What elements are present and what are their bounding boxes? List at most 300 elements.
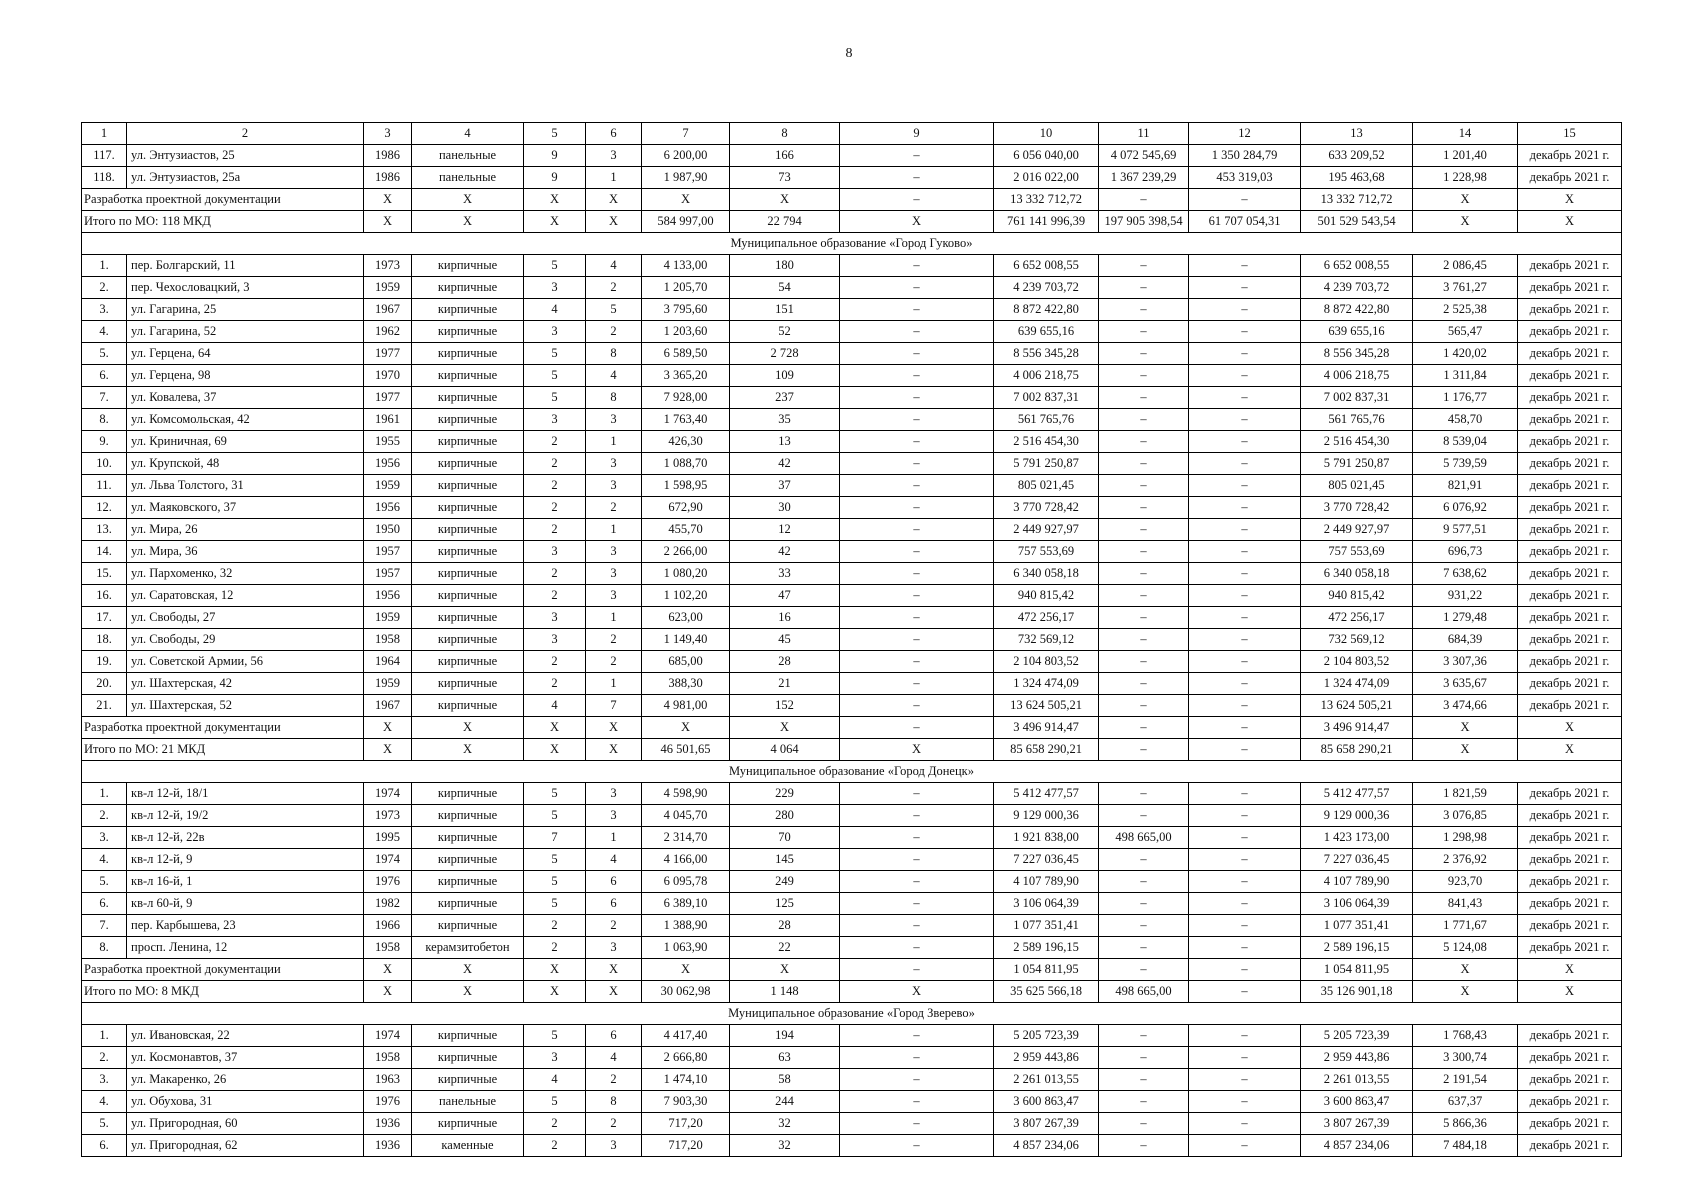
table-cell: кирпичные — [412, 409, 524, 431]
table-cell: 1967 — [364, 695, 412, 717]
table-cell: 6 076,92 — [1413, 497, 1518, 519]
summary-cell: X — [364, 981, 412, 1003]
table-cell: 1956 — [364, 497, 412, 519]
table-cell: 1936 — [364, 1135, 412, 1157]
table-cell: 2 — [524, 915, 586, 937]
table-cell: декабрь 2021 г. — [1518, 673, 1622, 695]
table-cell: 623,00 — [642, 607, 730, 629]
table-cell: 805 021,45 — [1301, 475, 1413, 497]
table-cell: 1 768,43 — [1413, 1025, 1518, 1047]
table-cell: 3 — [586, 1135, 642, 1157]
table-cell: 3 — [586, 409, 642, 431]
summary-label: Итого по МО: 118 МКД — [82, 211, 364, 233]
page-number: 8 — [845, 46, 853, 61]
table-cell: 11. — [82, 475, 127, 497]
summary-cell: 3 496 914,47 — [994, 717, 1099, 739]
table-cell: – — [840, 915, 994, 937]
table-row — [82, 871, 1622, 893]
table-cell: 5 866,36 — [1413, 1113, 1518, 1135]
table-cell: 472 256,17 — [994, 607, 1099, 629]
table-cell: 1 — [586, 673, 642, 695]
table-cell: 1976 — [364, 871, 412, 893]
table-cell: – — [1099, 629, 1189, 651]
table-cell: – — [1189, 563, 1301, 585]
column-number-header: 1 — [82, 123, 127, 145]
summary-cell: X — [642, 959, 730, 981]
table-cell: – — [1099, 255, 1189, 277]
table-cell: декабрь 2021 г. — [1518, 497, 1622, 519]
table-cell: 637,37 — [1413, 1091, 1518, 1113]
summary-cell: X — [586, 981, 642, 1003]
table-cell: 37 — [730, 475, 840, 497]
table-cell: 3 — [586, 145, 642, 167]
table-cell: 7 002 837,31 — [994, 387, 1099, 409]
table-cell: 1959 — [364, 673, 412, 695]
table-cell: 1959 — [364, 475, 412, 497]
table-cell: 3 — [586, 541, 642, 563]
table-cell: – — [840, 431, 994, 453]
table-cell: 3 — [524, 321, 586, 343]
table-cell: 1967 — [364, 299, 412, 321]
summary-label: Разработка проектной документации — [82, 959, 364, 981]
table-cell: – — [1189, 519, 1301, 541]
table-cell: – — [840, 453, 994, 475]
table-cell: 633 209,52 — [1301, 145, 1413, 167]
table-cell: 7 002 837,31 — [1301, 387, 1413, 409]
table-cell: 280 — [730, 805, 840, 827]
table-cell: кирпичные — [412, 563, 524, 585]
table-cell: кирпичные — [412, 849, 524, 871]
table-cell: 1 298,98 — [1413, 827, 1518, 849]
table-cell: 3 795,60 — [642, 299, 730, 321]
table-cell: 1 — [586, 607, 642, 629]
address-cell: просп. Ленина, 12 — [127, 937, 364, 959]
summary-cell: X — [840, 981, 994, 1003]
table-cell: – — [1099, 1091, 1189, 1113]
table-cell: 6 200,00 — [642, 145, 730, 167]
table-cell: – — [1189, 277, 1301, 299]
table-cell: – — [840, 321, 994, 343]
table-row — [82, 1135, 1622, 1157]
column-number-header: 2 — [127, 123, 364, 145]
table-cell: декабрь 2021 г. — [1518, 431, 1622, 453]
table-cell: 10. — [82, 453, 127, 475]
table-row — [82, 937, 1622, 959]
table-cell: 4. — [82, 321, 127, 343]
section-header-row — [82, 1003, 1622, 1025]
table-cell: 1 921 838,00 — [994, 827, 1099, 849]
table-cell: 5 205 723,39 — [994, 1025, 1099, 1047]
table-cell: 732 569,12 — [994, 629, 1099, 651]
table-cell: 2 — [524, 1113, 586, 1135]
table-cell: 4 — [586, 365, 642, 387]
table-cell: – — [1189, 365, 1301, 387]
address-cell: ул. Гагарина, 25 — [127, 299, 364, 321]
table-cell: 757 553,69 — [994, 541, 1099, 563]
table-cell: – — [1189, 1135, 1301, 1157]
table-cell: 3 807 267,39 — [1301, 1113, 1413, 1135]
table-cell: – — [840, 255, 994, 277]
table-cell: 3 300,74 — [1413, 1047, 1518, 1069]
table-cell: кирпичные — [412, 783, 524, 805]
address-cell: ул. Энтузиастов, 25 — [127, 145, 364, 167]
summary-cell: – — [1189, 189, 1301, 211]
table-cell: 2 — [586, 629, 642, 651]
table-cell: 2 — [524, 519, 586, 541]
table-cell: 1 474,10 — [642, 1069, 730, 1091]
table-cell: – — [840, 893, 994, 915]
address-cell: ул. Пригородная, 60 — [127, 1113, 364, 1135]
table-cell: кирпичные — [412, 629, 524, 651]
table-cell: 1 176,77 — [1413, 387, 1518, 409]
table-cell: 16. — [82, 585, 127, 607]
table-cell: – — [1189, 343, 1301, 365]
table-cell: кирпичные — [412, 871, 524, 893]
table-cell: 13 624 505,21 — [994, 695, 1099, 717]
table-cell: 42 — [730, 453, 840, 475]
summary-cell: 498 665,00 — [1099, 981, 1189, 1003]
summary-cell: X — [524, 981, 586, 1003]
table-cell: 7 638,62 — [1413, 563, 1518, 585]
table-cell: 5 — [524, 343, 586, 365]
table-cell: 32 — [730, 1113, 840, 1135]
column-number-header: 13 — [1301, 123, 1413, 145]
table-cell: 8 556 345,28 — [994, 343, 1099, 365]
table-cell: 6 340 058,18 — [994, 563, 1099, 585]
summary-cell: 1 054 811,95 — [1301, 959, 1413, 981]
summary-cell: X — [412, 189, 524, 211]
section-title: Муниципальное образование «Город Зверево» — [82, 1003, 1622, 1025]
table-cell: – — [1099, 431, 1189, 453]
table-cell: 6 589,50 — [642, 343, 730, 365]
table-row — [82, 145, 1622, 167]
table-cell: 4 — [524, 695, 586, 717]
address-cell: кв-л 16-й, 1 — [127, 871, 364, 893]
table-cell: 3 — [524, 607, 586, 629]
table-cell: – — [1189, 1069, 1301, 1091]
table-cell: – — [1099, 299, 1189, 321]
table-cell: – — [1189, 255, 1301, 277]
table-cell: 4 133,00 — [642, 255, 730, 277]
table-cell: – — [840, 1113, 994, 1135]
table-cell: 5 — [524, 1091, 586, 1113]
summary-cell: 85 658 290,21 — [1301, 739, 1413, 761]
table-cell: 717,20 — [642, 1113, 730, 1135]
table-cell: 30 — [730, 497, 840, 519]
table-cell: – — [840, 673, 994, 695]
table-cell: – — [840, 695, 994, 717]
table-row — [82, 607, 1622, 629]
table-cell: – — [1189, 805, 1301, 827]
table-cell: 805 021,45 — [994, 475, 1099, 497]
table-cell: – — [1099, 343, 1189, 365]
table-cell: 2 666,80 — [642, 1047, 730, 1069]
address-cell: пер. Чехословацкий, 3 — [127, 277, 364, 299]
table-cell: – — [1189, 299, 1301, 321]
table-cell: кирпичные — [412, 321, 524, 343]
table-cell: 6. — [82, 365, 127, 387]
table-cell: 3 — [586, 805, 642, 827]
table-cell: 1 763,40 — [642, 409, 730, 431]
table-cell: 4 — [586, 849, 642, 871]
table-cell: – — [1099, 541, 1189, 563]
table-cell: 9 129 000,36 — [994, 805, 1099, 827]
table-cell: – — [840, 541, 994, 563]
table-cell: – — [840, 871, 994, 893]
table-cell: 63 — [730, 1047, 840, 1069]
table-cell: 52 — [730, 321, 840, 343]
table-cell: 4 072 545,69 — [1099, 145, 1189, 167]
table-cell: 2 449 927,97 — [1301, 519, 1413, 541]
table-cell: – — [1189, 849, 1301, 871]
table-cell: 1957 — [364, 541, 412, 563]
table-cell: декабрь 2021 г. — [1518, 343, 1622, 365]
table-cell: 2 589 196,15 — [994, 937, 1099, 959]
table-cell: декабрь 2021 г. — [1518, 409, 1622, 431]
table-cell: 1 — [586, 167, 642, 189]
summary-cell: X — [1518, 211, 1622, 233]
table-cell: – — [1189, 915, 1301, 937]
summary-cell: – — [840, 189, 994, 211]
table-cell: 3 600 863,47 — [1301, 1091, 1413, 1113]
address-cell: ул. Энтузиастов, 25а — [127, 167, 364, 189]
table-row — [82, 519, 1622, 541]
table-cell: 22 — [730, 937, 840, 959]
table-cell: – — [840, 387, 994, 409]
table-cell: кирпичные — [412, 431, 524, 453]
table-cell: 1962 — [364, 321, 412, 343]
table-cell: 3. — [82, 827, 127, 849]
summary-cell: 584 997,00 — [642, 211, 730, 233]
table-cell: 732 569,12 — [1301, 629, 1413, 651]
table-cell: 2 — [524, 563, 586, 585]
address-cell: ул. Обухова, 31 — [127, 1091, 364, 1113]
table-cell: декабрь 2021 г. — [1518, 695, 1622, 717]
address-cell: ул. Гагарина, 52 — [127, 321, 364, 343]
table-cell: декабрь 2021 г. — [1518, 607, 1622, 629]
table-cell: 16 — [730, 607, 840, 629]
table-cell: декабрь 2021 г. — [1518, 805, 1622, 827]
table-cell: – — [1189, 1025, 1301, 1047]
summary-cell: X — [730, 189, 840, 211]
column-number-header: 10 — [994, 123, 1099, 145]
table-cell: – — [840, 409, 994, 431]
table-cell: – — [840, 145, 994, 167]
table-cell: 2 959 443,86 — [994, 1047, 1099, 1069]
table-cell: 13. — [82, 519, 127, 541]
table-cell: 1 203,60 — [642, 321, 730, 343]
table-cell: – — [840, 651, 994, 673]
table-cell: 2 261 013,55 — [1301, 1069, 1413, 1091]
table-cell: – — [1099, 409, 1189, 431]
address-cell: ул. Шахтерская, 52 — [127, 695, 364, 717]
table-cell: 4 166,00 — [642, 849, 730, 871]
table-cell: 8 556 345,28 — [1301, 343, 1413, 365]
address-cell: ул. Криничная, 69 — [127, 431, 364, 453]
table-cell: 1970 — [364, 365, 412, 387]
address-cell: ул. Пархоменко, 32 — [127, 563, 364, 585]
table-cell: кирпичные — [412, 387, 524, 409]
table-cell: 3 — [586, 563, 642, 585]
address-cell: кв-л 12-й, 19/2 — [127, 805, 364, 827]
table-row — [82, 541, 1622, 563]
table-cell: 70 — [730, 827, 840, 849]
summary-cell: X — [586, 717, 642, 739]
table-cell: 229 — [730, 783, 840, 805]
table-cell: – — [1189, 431, 1301, 453]
table-cell: 2 — [524, 1135, 586, 1157]
table-cell: 28 — [730, 651, 840, 673]
table-row — [82, 431, 1622, 453]
table-cell: – — [840, 365, 994, 387]
table-cell: 2 376,92 — [1413, 849, 1518, 871]
summary-cell: X — [524, 739, 586, 761]
table-cell: 639 655,16 — [1301, 321, 1413, 343]
table-cell: 2 449 927,97 — [994, 519, 1099, 541]
summary-cell: X — [524, 211, 586, 233]
table-cell: 2 — [586, 915, 642, 937]
table-cell: 2 — [524, 937, 586, 959]
table-cell: 7. — [82, 915, 127, 937]
table-cell: 5 791 250,87 — [994, 453, 1099, 475]
table-cell: – — [1189, 629, 1301, 651]
table-cell: – — [1189, 893, 1301, 915]
table-cell: 5 — [586, 299, 642, 321]
table-cell: 166 — [730, 145, 840, 167]
table-cell: – — [1189, 409, 1301, 431]
summary-cell: 197 905 398,54 — [1099, 211, 1189, 233]
table-cell: 3 761,27 — [1413, 277, 1518, 299]
table-cell: кирпичные — [412, 475, 524, 497]
table-cell: 9 577,51 — [1413, 519, 1518, 541]
table-cell: 6 340 058,18 — [1301, 563, 1413, 585]
table-cell: керамзитобетон — [412, 937, 524, 959]
table-cell: 1958 — [364, 1047, 412, 1069]
table-cell: – — [840, 1047, 994, 1069]
table-cell: 1 324 474,09 — [1301, 673, 1413, 695]
summary-cell: 13 332 712,72 — [994, 189, 1099, 211]
table-cell: 54 — [730, 277, 840, 299]
table-cell: 32 — [730, 1135, 840, 1157]
table-cell: 47 — [730, 585, 840, 607]
table-cell: 2 104 803,52 — [994, 651, 1099, 673]
table-cell: 1956 — [364, 585, 412, 607]
table-cell: панельные — [412, 1091, 524, 1113]
table-cell: 195 463,68 — [1301, 167, 1413, 189]
table-cell: 1964 — [364, 651, 412, 673]
address-cell: ул. Маяковского, 37 — [127, 497, 364, 519]
table-cell: 458,70 — [1413, 409, 1518, 431]
table-cell: 2 191,54 — [1413, 1069, 1518, 1091]
column-number-header: 5 — [524, 123, 586, 145]
table-cell: 9 129 000,36 — [1301, 805, 1413, 827]
table-cell: декабрь 2021 г. — [1518, 387, 1622, 409]
summary-cell: X — [1413, 211, 1518, 233]
table-cell: 6 652 008,55 — [1301, 255, 1413, 277]
table-cell: 3 — [524, 277, 586, 299]
table-row — [82, 1025, 1622, 1047]
table-cell: – — [840, 475, 994, 497]
table-cell: 6 — [586, 1025, 642, 1047]
table-cell: 3 600 863,47 — [994, 1091, 1099, 1113]
table-cell: 1 — [586, 519, 642, 541]
table-cell: – — [840, 343, 994, 365]
table-cell: – — [1189, 695, 1301, 717]
table-cell: 5 — [524, 893, 586, 915]
table-cell: 2 266,00 — [642, 541, 730, 563]
table-row — [82, 255, 1622, 277]
table-cell: 1 279,48 — [1413, 607, 1518, 629]
table-cell: 2 — [586, 277, 642, 299]
table-cell: 12 — [730, 519, 840, 541]
table-cell: – — [1099, 1025, 1189, 1047]
table-cell: 1966 — [364, 915, 412, 937]
table-cell: 8 — [586, 343, 642, 365]
table-cell: декабрь 2021 г. — [1518, 541, 1622, 563]
table-cell: 931,22 — [1413, 585, 1518, 607]
table-cell: 21 — [730, 673, 840, 695]
column-number-header: 15 — [1518, 123, 1622, 145]
table-cell: 58 — [730, 1069, 840, 1091]
table-cell: 1974 — [364, 1025, 412, 1047]
table-row — [82, 849, 1622, 871]
table-cell: 3 076,85 — [1413, 805, 1518, 827]
table-cell: 1973 — [364, 805, 412, 827]
table-cell: – — [1099, 519, 1189, 541]
table-cell: 3 — [586, 937, 642, 959]
table-cell: декабрь 2021 г. — [1518, 277, 1622, 299]
table-cell: 3 635,67 — [1413, 673, 1518, 695]
summary-cell: X — [1413, 739, 1518, 761]
table-cell: – — [1099, 1135, 1189, 1157]
table-cell: 2 — [586, 1069, 642, 1091]
table-cell: 8 872 422,80 — [994, 299, 1099, 321]
summary-cell: – — [1189, 717, 1301, 739]
table-cell: кирпичные — [412, 1047, 524, 1069]
table-cell: 4 239 703,72 — [994, 277, 1099, 299]
summary-cell: 46 501,65 — [642, 739, 730, 761]
table-cell: 1961 — [364, 409, 412, 431]
summary-cell: – — [1099, 959, 1189, 981]
table-cell: декабрь 2021 г. — [1518, 1135, 1622, 1157]
table-cell: декабрь 2021 г. — [1518, 893, 1622, 915]
table-cell: 696,73 — [1413, 541, 1518, 563]
table-cell: 5. — [82, 871, 127, 893]
table-cell: 3 474,66 — [1413, 695, 1518, 717]
table-cell: декабрь 2021 г. — [1518, 1113, 1622, 1135]
table-cell: 1 388,90 — [642, 915, 730, 937]
table-cell: – — [1099, 277, 1189, 299]
summary-cell: X — [1413, 717, 1518, 739]
table-cell: 1 420,02 — [1413, 343, 1518, 365]
table-cell: – — [840, 497, 994, 519]
table-cell: 455,70 — [642, 519, 730, 541]
table-cell: 4 857 234,06 — [994, 1135, 1099, 1157]
table-cell: 2 016 022,00 — [994, 167, 1099, 189]
table-cell: 565,47 — [1413, 321, 1518, 343]
table-cell: 1982 — [364, 893, 412, 915]
summary-cell: X — [524, 959, 586, 981]
table-cell: 13 — [730, 431, 840, 453]
table-cell: 4 006 218,75 — [994, 365, 1099, 387]
table-row — [82, 453, 1622, 475]
table-cell: 194 — [730, 1025, 840, 1047]
table-row — [82, 651, 1622, 673]
table-cell: 3 — [524, 629, 586, 651]
table-cell: – — [840, 585, 994, 607]
column-number-header: 7 — [642, 123, 730, 145]
table-cell: 6 — [586, 871, 642, 893]
